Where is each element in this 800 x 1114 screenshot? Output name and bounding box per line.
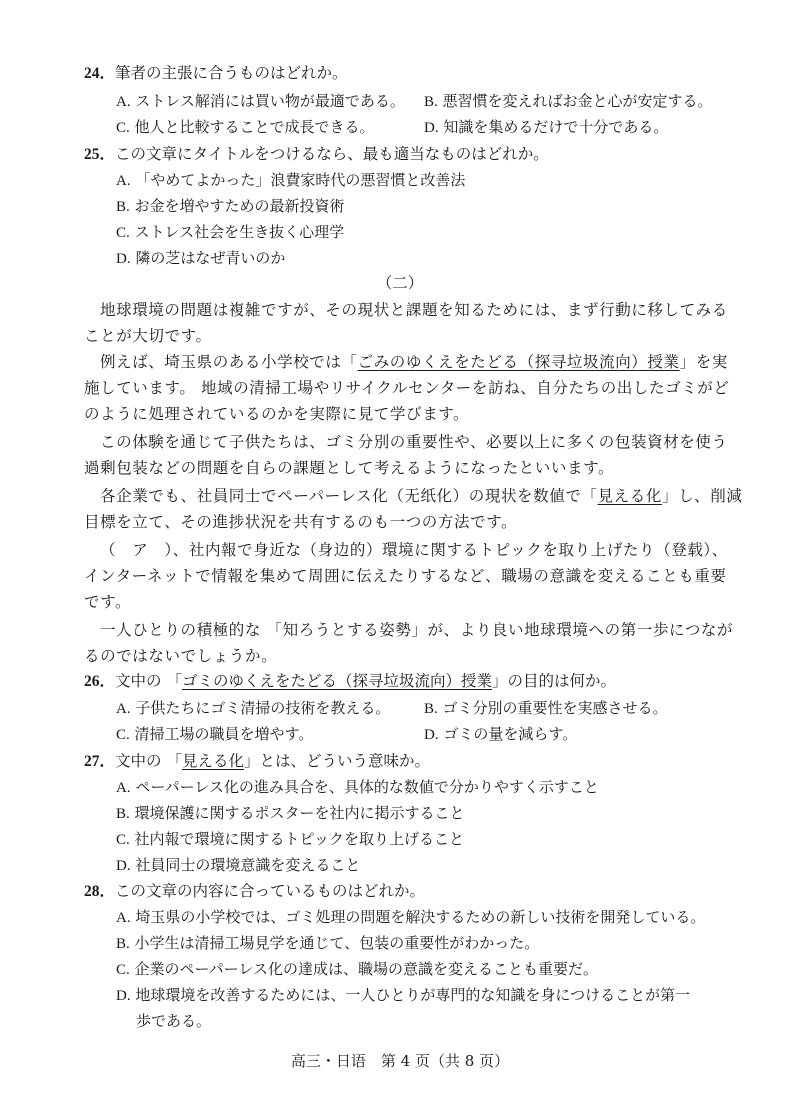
question-27: 27．文中の 「見える化」とは、どういう意味か。 (84, 752, 430, 770)
option-24-b[interactable]: B. 悪習慣を変えればお金と心が安定する。 (424, 92, 713, 110)
option-27-a[interactable]: A. ペーパーレス化の進み具合を、具体的な数値で分かりやすく示すこと (116, 778, 599, 796)
option-24-c[interactable]: C. 他人と比較することで成長できる。 (116, 118, 375, 136)
passage-line: 一人ひとりの積極的な 「知ろうとする姿勢」が、より良い地球環境への第一歩につなが (100, 621, 734, 639)
question-26: 26．文中の 「ゴミのゆくえをたどる（探寻垃圾流向）授業」の目的は何か。 (84, 672, 616, 690)
option-28-a[interactable]: A. 埼玉県の小学校では、ゴミ処理の問題を解決するための新しい技術を開発している。 (116, 908, 706, 926)
option-28-b[interactable]: B. 小学生は清掃工場見学を通じて、包装の重要性がわかった。 (116, 934, 540, 952)
passage-line: ことが大切です。 (84, 327, 212, 345)
question-number: 27． (84, 753, 116, 770)
passage-line: この体験を通じて子供たちは、ゴミ分別の重要性や、必要以上に多くの包装資材を使う (100, 433, 728, 451)
option-25-a[interactable]: A. 「やめてよかった」浪費家時代の悪習慣と改善法 (116, 171, 466, 189)
question-25 (84, 143, 549, 166)
passage-line: 地球環境の問題は複雑ですが、その現状と課題を知るためには、まず行動に移してみる (100, 301, 728, 319)
option-26-b[interactable]: B. ゴミ分別の重要性を実感させる。 (424, 699, 668, 717)
underlined-phrase: 見える化 (597, 487, 662, 505)
passage-line: のように処理されているのかを実際に見て学びます。 (84, 405, 470, 423)
question-text: この文章にタイトルをつけるなら、最も適当なものはどれか。 (115, 145, 549, 163)
option-28-c[interactable]: C. 企業のペーパーレス化の達成は、職場の意識を変えることも重要だ。 (116, 960, 599, 978)
question-24 (84, 62, 348, 85)
underlined-phrase: ごみのゆくえをたどる（探寻垃圾流向）授業 (357, 353, 680, 371)
passage-line: るのではないでしょうか。 (84, 647, 278, 665)
option-25-c[interactable]: C. ストレス社会を生き抜く心理学 (116, 223, 345, 241)
passage-line: 各企業でも、社員同士でペーパーレス化（无纸化）の現状を数値で「見える化」し、削減 (100, 487, 743, 505)
passage-line: 目標を立て、その進捗状況を共有するのも一つの方法です。 (84, 513, 518, 531)
option-24-a[interactable]: A. ストレス解消には買い物が最適である。 (116, 92, 405, 110)
question-number: 28． (84, 883, 116, 900)
question-number: 26． (84, 673, 116, 690)
question-number: 25． (84, 146, 116, 163)
underlined-phrase: ゴミのゆくえをたどる（探寻垃圾流向）授業 (181, 672, 492, 690)
passage-line: 施しています。 地域の清掃工場やリサイクルセンターを訪ね、自分たちの出したゴミがど (84, 379, 730, 397)
underlined-phrase: 見える化 (181, 752, 244, 770)
option-27-c[interactable]: C. 社内報で環境に関するトピックを取り上げること (116, 830, 464, 848)
passage-line: インターネットで情報を集めて周囲に伝えたりするなど、職場の意識を変えることも重要 (84, 567, 727, 585)
option-28-d[interactable]: D. 地球環境を改善するためには、一人ひとりが専門的な知識を身につけることが第一 (116, 986, 691, 1004)
option-28-d-continuation: 歩である。 (136, 1012, 212, 1030)
page-footer: 高三・日语 第 4 页（共 8 页） (290, 1052, 510, 1070)
option-27-d[interactable]: D. 社員同士の環境意識を変えること (116, 856, 361, 874)
option-26-c[interactable]: C. 清掃工場の職員を増やす。 (116, 725, 314, 743)
question-number: 24． (84, 65, 116, 82)
passage-line: です。 (84, 593, 132, 611)
passage-line: 過剰包装などの問題を自らの課題として考えるようになったといいます。 (84, 459, 615, 477)
option-26-d[interactable]: D. ゴミの量を減らす。 (424, 725, 578, 743)
passage-line: 例えば、埼玉県のある小学校では「ごみのゆくえをたどる（探寻垃圾流向）授業」を実 (100, 353, 728, 371)
option-25-b[interactable]: B. お金を増やすための最新投資術 (116, 197, 345, 215)
passage-line: （ ア ）、社内報で身近な（身边的）環境に関するトピックを取り上げたり（登载）、 (100, 541, 728, 559)
option-26-a[interactable]: A. 子供たちにゴミ清掃の技術を教える。 (116, 699, 391, 717)
question-text: 筆者の主張に合うものはどれか。 (115, 64, 348, 82)
option-27-b[interactable]: B. 環境保護に関するポスターを社内に掲示すること (116, 804, 465, 822)
option-25-d[interactable]: D. 隣の芝はなぜ青いのか (116, 249, 286, 267)
option-24-d[interactable]: D. 知識を集めるだけで十分である。 (424, 118, 669, 136)
question-text: この文章の内容に合っているものはどれか。 (115, 882, 426, 900)
section-heading: （二） (376, 274, 424, 292)
question-28 (84, 880, 425, 903)
